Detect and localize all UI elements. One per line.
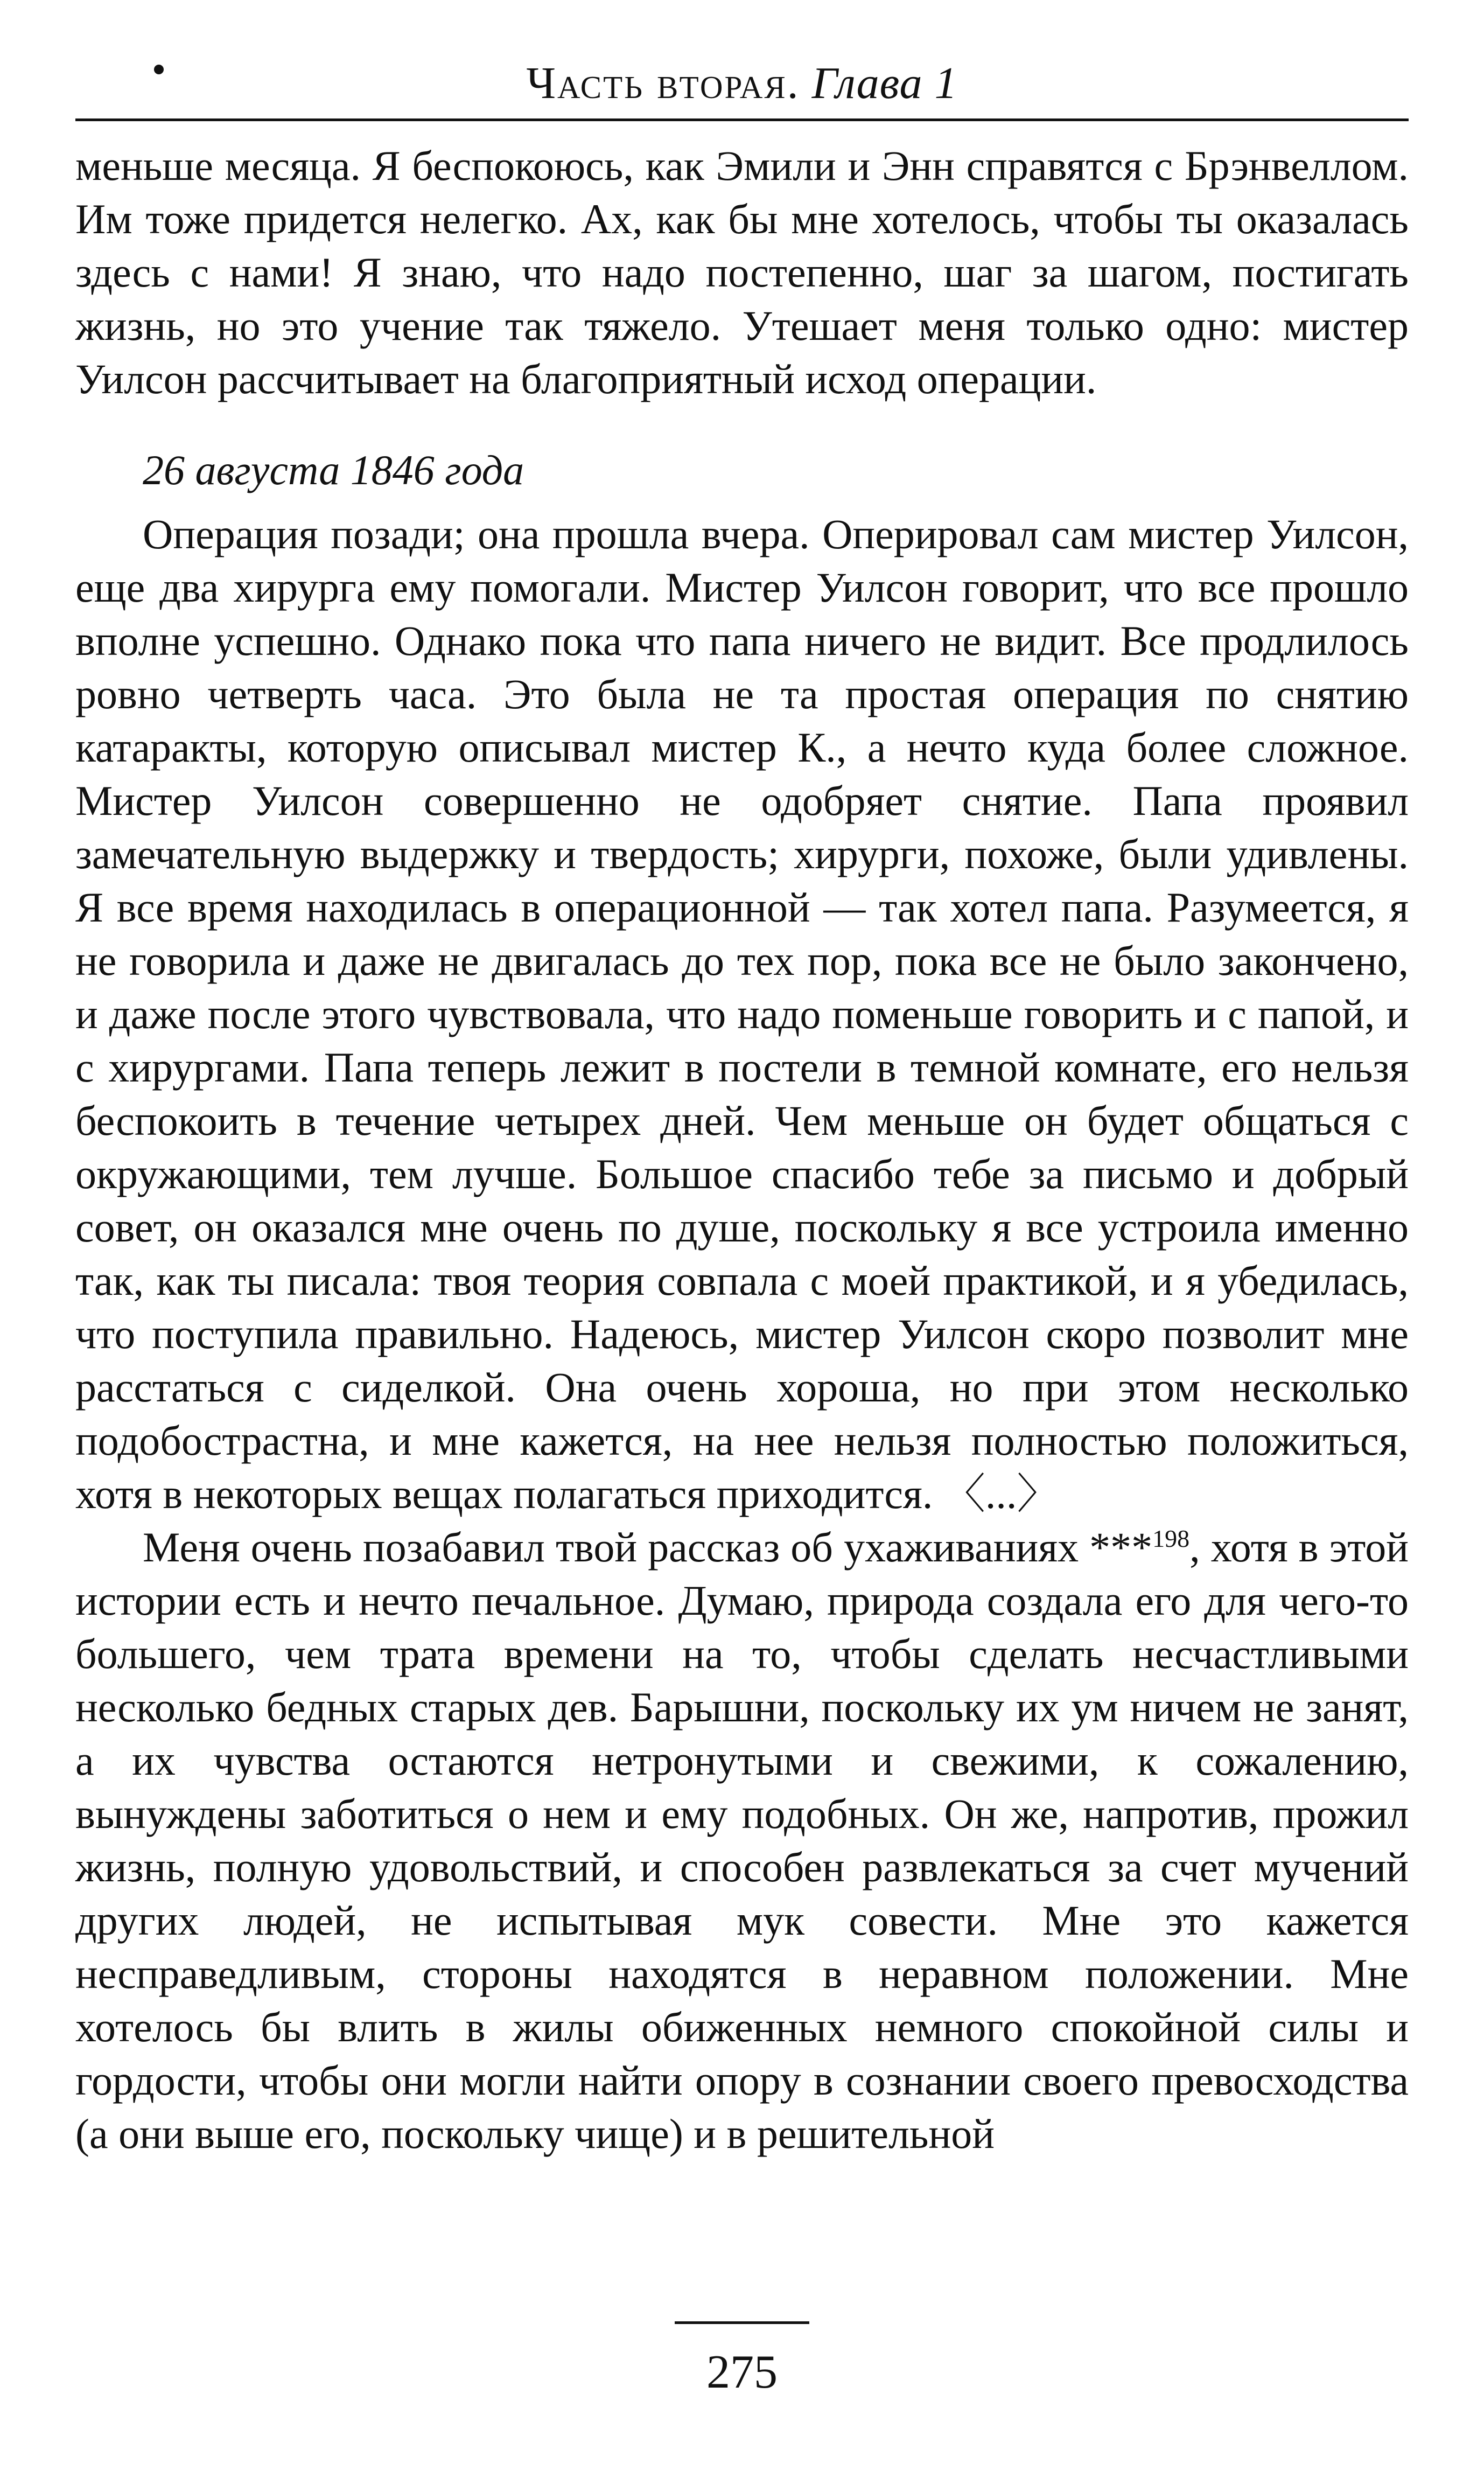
paragraph-continuation: меньше месяца. Я беспокоюсь, как Эмили и Энн справятся с Брэнвеллом. Им тоже придется нелегко. Ах, как бы мне хотелось, чтобы ты оказалась здесь с нами! Я знаю, что надо постепенно, шаг за шагом, постигать жизнь, но это учение так тяжело. Утешает меня только одно: мистер Уилсон рассчитывает на благоприятный исход операции. bbox=[75, 142, 1409, 402]
header-part-label: Часть вторая. bbox=[526, 58, 800, 108]
letter-date: 26 августа 1846 года bbox=[143, 446, 524, 493]
body-text bbox=[75, 139, 1409, 2160]
header-chapter-label: Глава 1 bbox=[811, 58, 958, 108]
paragraph-courtship bbox=[75, 1520, 1409, 2160]
paragraph-courtship-end: , хотя в этой истории есть и нечто печальное. Думаю, природа создала его для чего-то большего, чем трата времени на то, чтобы сделать несчастливыми несколько бедных старых дев. Барышни, поскольку их ум ничем не занят, а их чувства остаются нетронутыми и свежими, к сожалению, вынуждены заботиться о нем и ему подобных. Он же, напротив, прожил жизнь, полную удовольствий, и способен развлекаться за счет мучений других людей, не испытывая мук совести. Мне это кажется несправедливым, стороны находятся в неравном положении. Мне хотелось бы влить в жилы обиженных немного спокойной силы и гордости, чтобы они могли найти опору в сознании своего превосходства (а они выше его, поскольку чище) и в решительной bbox=[75, 1524, 1409, 2157]
paragraph-courtship-start: Меня очень позабавил твой рассказ об ухаживаниях *** bbox=[143, 1524, 1153, 1571]
footer-rule bbox=[675, 2321, 809, 2324]
paragraph-operation: Операция позади; она прошла вчера. Оперировал сам мистер Уилсон, еще два хирурга ему помогали. Мистер Уилсон говорит, что все прошло вполне успешно. Однако пока что папа ничего не видит. Все продлилось ровно четверть часа. Это была не та простая операция по снятию катаракты, которую описывал мистер К., а нечто куда более сложное. Мистер Уилсон совершенно не одобряет снятие. Папа проявил замечательную выдержку и твердость; хирурги, похоже, были удивлены. Я все время находилась в операционной — так хотел папа. Разумеется, я не говорила и даже не двигалась до тех пор, пока все не было закончено, и даже после этого чувствовала, что надо поменьше говорить и с папой, и с хирургами. Папа теперь лежит в постели в темной комнате, его нельзя беспокоить в течение четырех дней. Чем меньше он будет общаться с окружающими, тем лучше. Большое спасибо тебе за письмо и добрый совет, он оказался мне очень по душе, поскольку я все устроила именно так, как ты писала: твоя теория совпала с моей практикой, и я убедилась, что поступила правильно. Надеюсь, мистер Уилсон скоро позволит мне расстаться с сиделкой. Она очень хороша, но при этом несколько подобострастна, и мне кажется, на нее нельзя полностью положиться, хотя в некоторых вещах полагаться приходится. 〈...〉 bbox=[75, 511, 1409, 1517]
header-rule bbox=[75, 118, 1409, 121]
page-number: 275 bbox=[706, 2346, 778, 2398]
running-header bbox=[75, 51, 1409, 116]
running-header-title bbox=[526, 51, 957, 116]
footnote-reference[interactable]: 198 bbox=[1152, 1525, 1190, 1552]
